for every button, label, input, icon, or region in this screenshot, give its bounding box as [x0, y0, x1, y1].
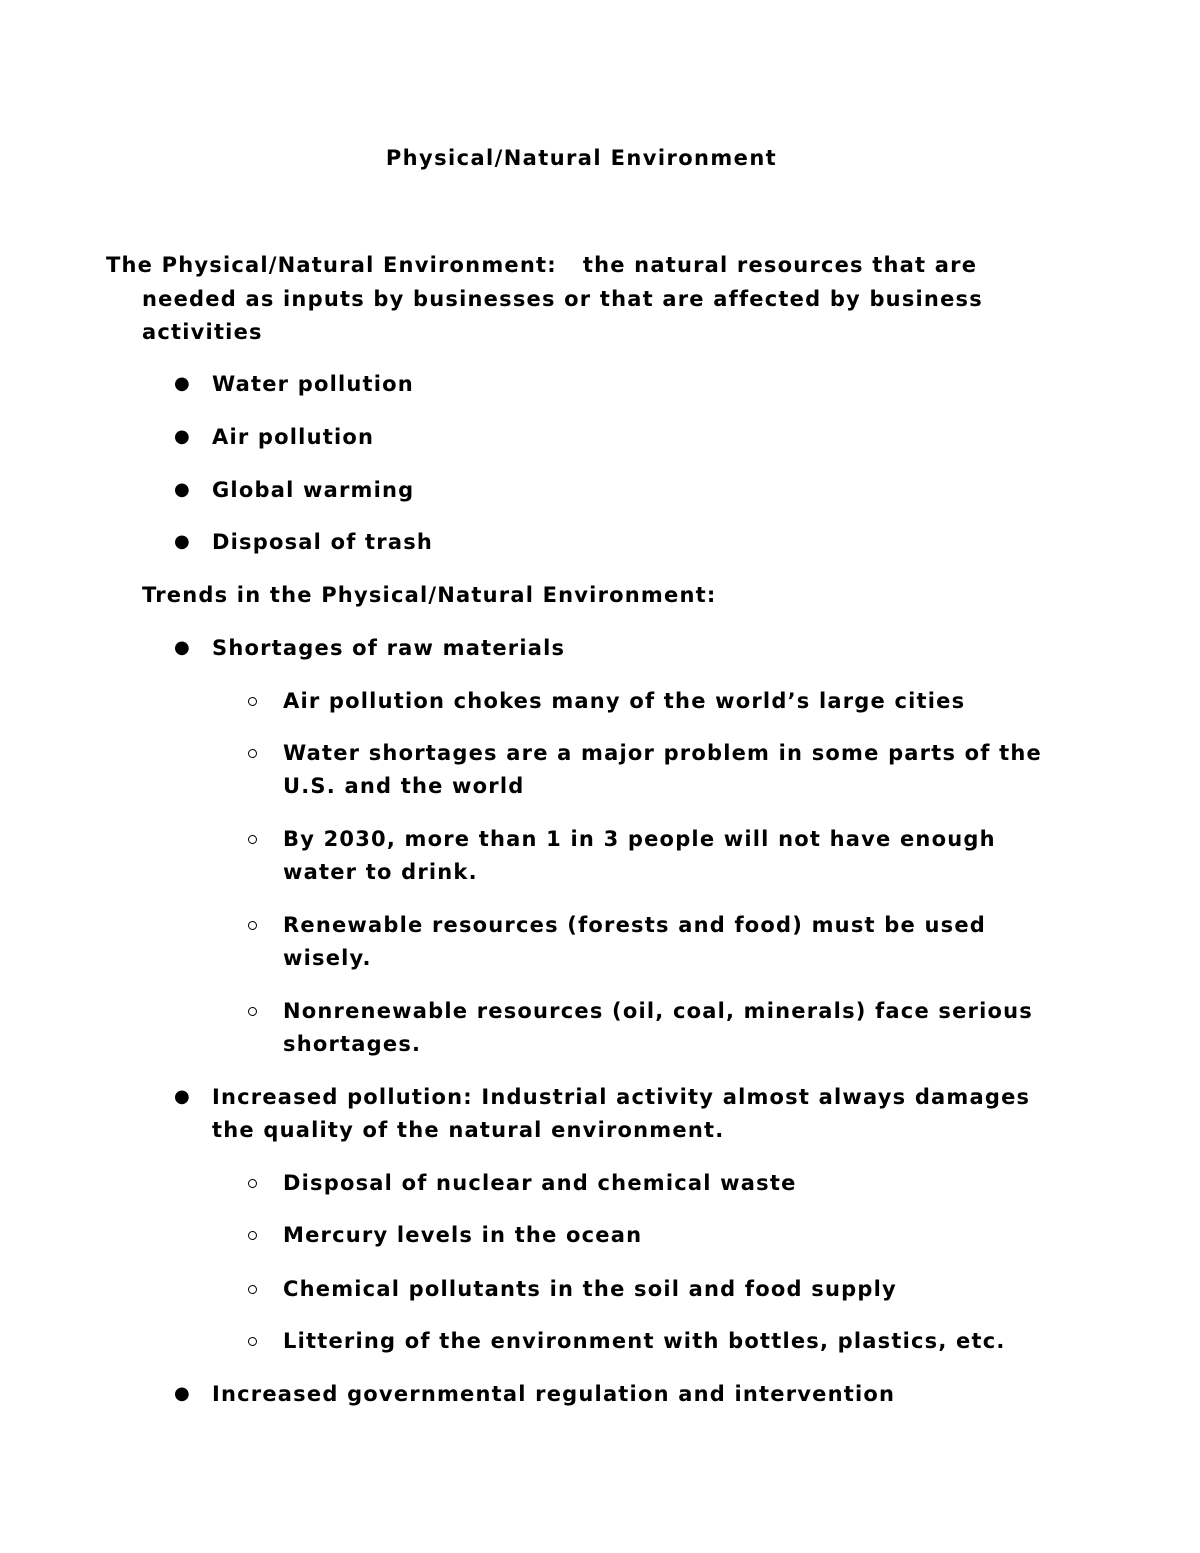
circle-bullet-icon [248, 835, 257, 844]
sub-item: Mercury levels in the ocean [283, 1223, 643, 1247]
circle-bullet-icon [248, 1231, 257, 1240]
trend-item: Shortages of raw materials [212, 636, 566, 660]
sub-item: Renewable resources (forests and food) must be used [283, 913, 986, 937]
sub-item-continued: water to drink. [283, 860, 478, 884]
definition-text: the natural resources that are [582, 253, 978, 277]
sub-item: Littering of the environment with bottles, plastics, etc. [283, 1329, 1006, 1353]
issue-item: Air pollution [212, 425, 375, 449]
sub-item: By 2030, more than 1 in 3 people will not have enough [283, 827, 996, 851]
circle-bullet-icon [248, 921, 257, 930]
trends-heading: Trends in the Physical/Natural Environment: [142, 583, 717, 607]
bullet-icon: ● [174, 531, 190, 552]
sub-item: Disposal of nuclear and chemical waste [283, 1171, 797, 1195]
circle-bullet-icon [248, 749, 257, 758]
definition-line-3: activities [142, 320, 263, 344]
circle-bullet-icon [248, 1285, 257, 1294]
circle-bullet-icon [248, 1337, 257, 1346]
definition-line-1 [106, 252, 977, 278]
issue-item: Disposal of trash [212, 530, 434, 554]
trend-item: Increased pollution: Industrial activity almost always damages [212, 1085, 1031, 1109]
bullet-icon: ● [174, 1086, 190, 1107]
trend-item: Increased governmental regulation and intervention [212, 1382, 896, 1406]
issue-item: Water pollution [212, 372, 414, 396]
trend-item-continued: the quality of the natural environment. [212, 1118, 725, 1142]
sub-item-continued: wisely. [283, 946, 372, 970]
sub-item-continued: shortages. [283, 1032, 422, 1056]
sub-item: Chemical pollutants in the soil and food supply [283, 1277, 897, 1301]
issue-item: Global warming [212, 478, 415, 502]
definition-line-2: needed as inputs by businesses or that are affected by business [142, 287, 983, 311]
page-title: Physical/Natural Environment [385, 146, 778, 170]
bullet-icon: ● [174, 1383, 190, 1404]
bullet-icon: ● [174, 373, 190, 394]
sub-item: Air pollution chokes many of the world’s large cities [283, 689, 966, 713]
sub-item-continued: U.S. and the world [283, 774, 525, 798]
definition-term: The Physical/Natural Environment: [106, 253, 557, 277]
sub-item: Water shortages are a major problem in some parts of the [283, 741, 1042, 765]
circle-bullet-icon [248, 1179, 257, 1188]
circle-bullet-icon [248, 1007, 257, 1016]
circle-bullet-icon [248, 697, 257, 706]
bullet-icon: ● [174, 637, 190, 658]
bullet-icon: ● [174, 479, 190, 500]
bullet-icon: ● [174, 426, 190, 447]
sub-item: Nonrenewable resources (oil, coal, minerals) face serious [283, 999, 1033, 1023]
